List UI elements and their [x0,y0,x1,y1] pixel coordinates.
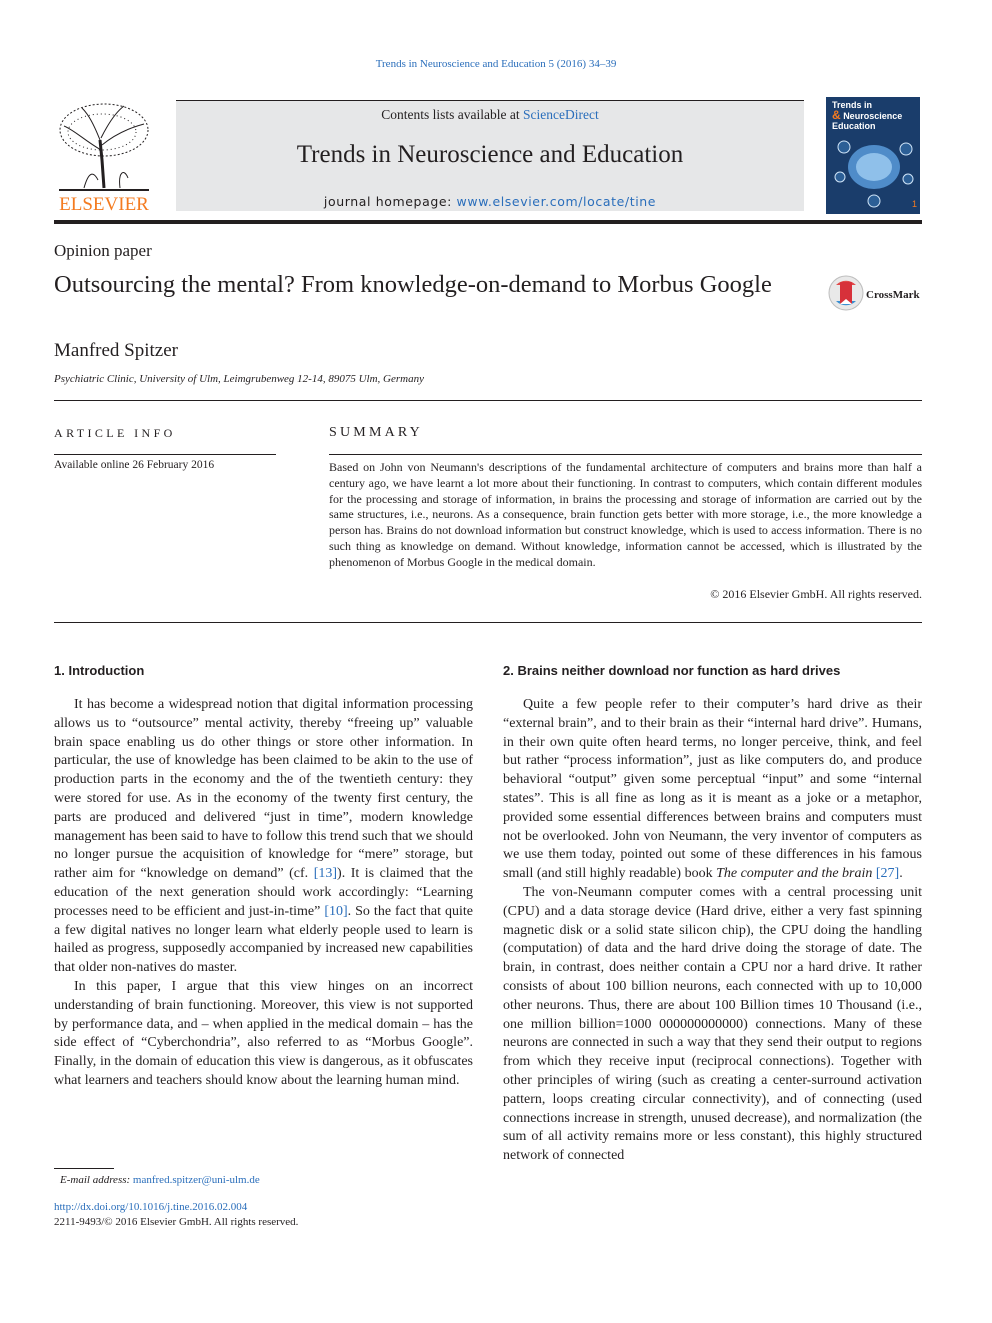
article-type: Opinion paper [54,241,152,260]
header-rule [54,220,922,224]
crossmark-badge[interactable] [828,275,928,313]
email-link[interactable]: manfred.spitzer@uni-ulm.de [132,1174,260,1186]
running-head[interactable]: Trends in Neuroscience and Education 5 (2016) 34–39 [375,58,617,70]
section-2-heading: 2. Brains neither download nor function as hard drives [503,663,841,678]
divider [54,454,276,455]
footnote-rule [54,1168,114,1169]
journal-cover-thumbnail[interactable] [826,97,920,214]
article-info-heading: ARTICLE INFO [54,426,176,440]
svg-text:ELSEVIER: ELSEVIER [59,194,149,214]
book-title: The computer and the brain [716,866,873,882]
citation-link[interactable]: [27] [875,866,900,882]
available-online-date: Available online 26 February 2016 [54,459,215,471]
paragraph: It has become a widespread notion that digital information processing allows us to “outsource” mental activity, thereby “freeing up” valuable brain space enabling us do other things or store other information. In particular, the use of knowledge has been claimed to be akin to the use of production parts in the economy and the of the twentieth century: they were stored for use. As in the economy of the twenty first century, the parts are produced and delivered “just in time”, modern knowledge management has been said to have to follow this trend such that we should no longer pursue the acquisition of knowledge for “mere” storage, but rather aim for “knowledge on demand” (cf. [13]). It is claimed that the education of the next generation should work accordingly: “Learning processes need to be efficient and just-in-time” [10]. So the fact that quite a few digital natives no longer learn what elderly people used to learn is hailed as progress, supposedly accompanied by increased new capabilities that older non-natives do master. [54,697,474,976]
paragraph: Quite a few people refer to their computer’s hard drive as their “external brain”, and to their brain as their “internal hard drive”. Humans, in their own quite often heard terms, no longer perceive, think, and feel but rather “process information”, just as like computers do, and produce behavioral “output” given some perceptual “input” and some “internal states”. This is all fine as long as it is meant as a joke or a metaphor, provided some essential differences between brains and computers must not be overlooked. John von Neumann, the very inventor of computers as we use them today, pointed out some of these differences in his famous small (and still highly readable) book The computer and the brain [27]. [503,697,922,882]
divider [54,400,922,401]
brain-illustration-icon [826,127,920,214]
article-title: Outsourcing the mental? From knowledge-on-demand to Morbus Google [54,271,772,298]
doi-link[interactable]: http://dx.doi.org/10.1016/j.tine.2016.02.004 [54,1201,248,1213]
email-label: E-mail address: [60,1174,133,1186]
issn-line: 2211-9493/© 2016 Elsevier GmbH. All rights reserved. [54,1216,299,1228]
svg-text:CrossMark: CrossMark [866,289,920,301]
section-2-body [503,696,922,1166]
author-affiliation: Psychiatric Clinic, University of Ulm, Leimgrubenweg 12-14, 89075 Ulm, Germany [54,373,424,385]
elsevier-logo [54,100,154,214]
section-1-heading: 1. Introduction [54,663,145,678]
paragraph: The von-Neumann computer comes with a central processing unit (CPU) and a data storage device (Hard drive, either a very fast spinning magnetic disk or a solid state silicon chip), the CPU doing the handling (computation) of data and the hard drive doing the storage of date. The brain, in contrast, does neither contain a CPU nor a hard drive. It rather consists of about 100 billion neurons, each connected with up to 10,000 other neurons. Thus, there are about 100 Billion times 10 Thousand (i.e., one million billion=1000 000000000000) connections. Many of these neurons are connected in such a way that they send their output to regions from which they receive input (reciprocal connections). Together with other principles of wiring (such as creating a center-surround activation pattern, loops creating circular connectivity), and of connecting (used connections increase in strength, unused decrease), and normalization (the sum of all activity remains more or less constant), this highly structured network of connected [503,884,922,1164]
citation-link[interactable]: [10] [324,903,348,919]
paragraph: In this paper, I argue that this view hinges on an incorrect understanding of brain functioning. Moreover, this view is not supported by performance data, and – when applied in the medical domain – has the side effect of “Cyberchondria”, also referred to as “Morbus Google”. Finally, in the domain of education this view is dangerous, as it obfuscates what learners and teachers should know about the learning human mind. [54,978,473,1088]
cover-title: Trends in & Neuroscience Education [832,100,903,131]
cover-number: 1 [912,199,918,209]
contents-prefix: Contents lists available at [381,107,523,122]
journal-banner [176,100,804,211]
homepage-prefix: journal homepage: [323,194,457,209]
homepage-link[interactable]: www.elsevier.com/locate/tine [456,194,657,209]
divider [54,622,922,623]
homepage-line [176,194,804,209]
footnote [60,1174,260,1186]
section-1-body [54,696,473,1091]
journal-name: Trends in Neuroscience and Education [296,141,684,168]
contents-line [176,107,804,123]
summary-text: Based on John von Neumann's descriptions of the fundamental architecture of computers and brains more than half a century ago, we have learnt a lot more about their functioning. In contrast to computers, which contain different modules for the processing and storage of information, in brains the processing and storage of information are carried out by the same structures, i.e., neurons. As a consequence, brain function gets better with more storage, i.e., the more knowledge a person has. Brains do not download information but construct knowledge, which is used to access information. There is no such thing as knowledge on demand. Without knowledge, information cannot be accessed, which is illustrated by the phenomenon of Morbus Google in the medical domain. [329,460,922,569]
sciencedirect-link[interactable]: ScienceDirect [523,107,599,122]
summary-heading: SUMMARY [329,425,423,440]
divider [329,454,922,455]
author-name: Manfred Spitzer [54,340,178,361]
copyright: © 2016 Elsevier GmbH. All rights reserved. [710,587,922,601]
citation-link[interactable]: [13] [313,866,338,882]
